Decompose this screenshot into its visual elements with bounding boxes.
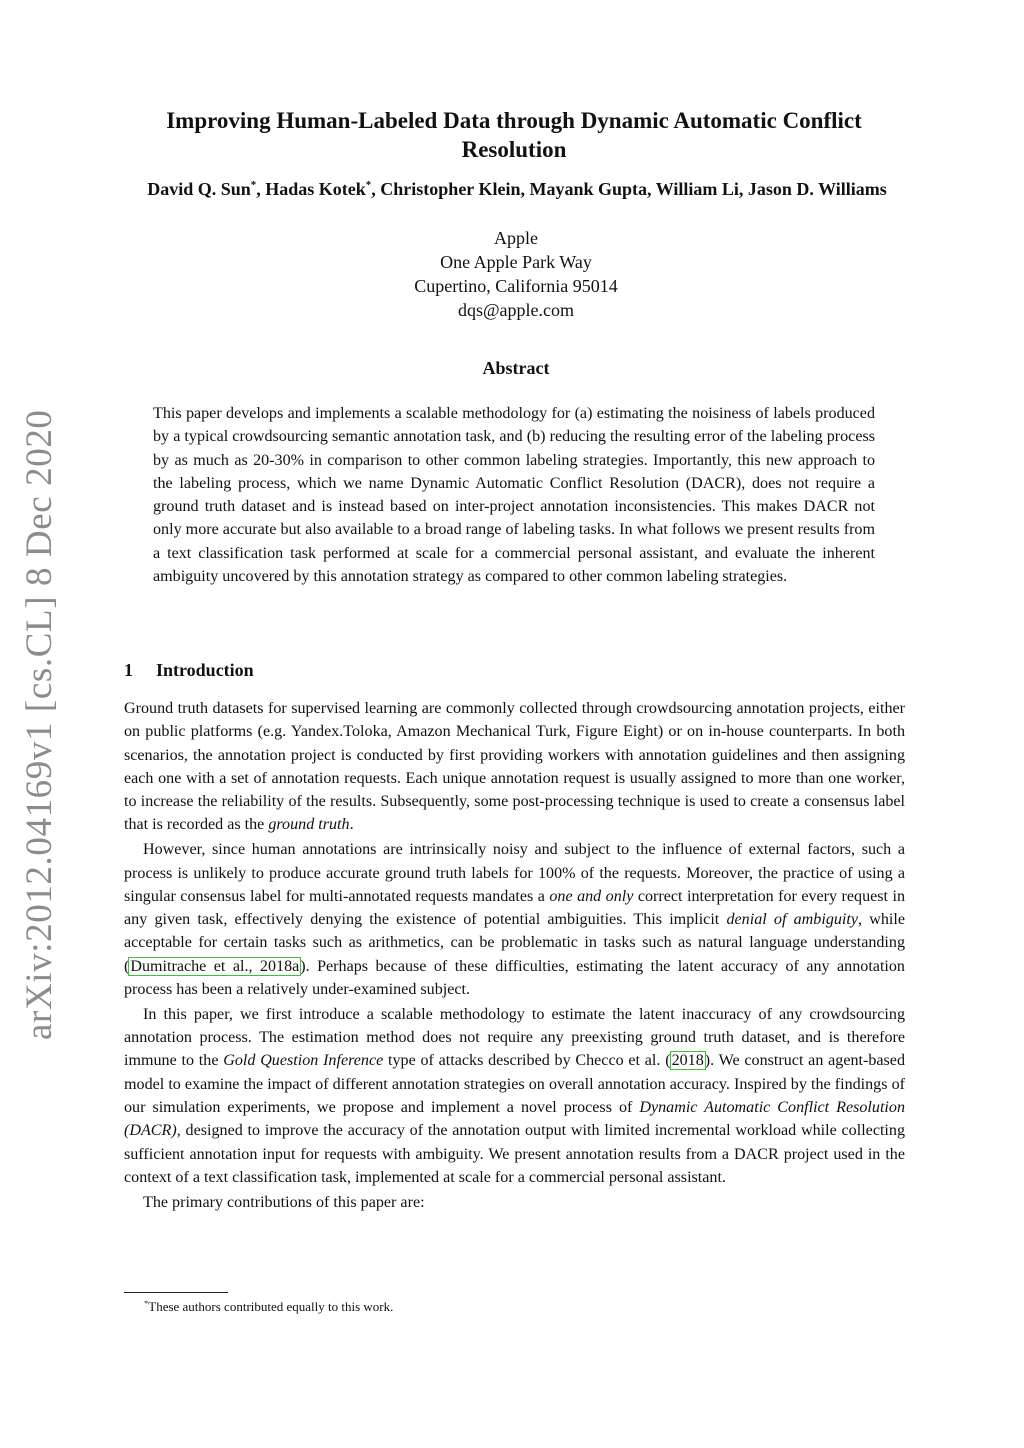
paragraph-text: , while acceptable for certain tasks such as arithmetics, can be problematic in tasks such as natural language understanding ( (124, 911, 905, 975)
paragraph-text: , designed to improve the accuracy of the annotation output with limited incremental workload while collecting sufficient annotation input for requests with ambiguity. We present annotation results from a DACR project used in the context of a text classification task, implemented at scale for a commercial personal assistant. (124, 1122, 905, 1186)
author-name: William Li (655, 179, 739, 199)
affiliation-block (316, 226, 716, 322)
contact-email: dqs@apple.com (457, 300, 575, 320)
author-name: David Q. Sun (147, 179, 251, 199)
author-name: Christopher Klein (380, 179, 521, 199)
affiliation-street: One Apple Park Way (440, 252, 592, 272)
emphasis-text: ground truth (268, 816, 350, 834)
author-name: Mayank Gupta (529, 179, 648, 199)
paragraph-text: ). Perhaps because of these difficulties, estimating the latent accuracy of any annotation process has been a relatively under-examined subject. (124, 957, 905, 999)
paragraph (124, 838, 905, 1001)
author-name: Jason D. Williams (747, 179, 887, 199)
section-heading (124, 657, 254, 683)
paragraph-text: . (349, 816, 354, 834)
paragraph: The primary contributions of this paper are: (143, 1193, 425, 1211)
paragraph-text: Ground truth datasets for supervised learning are commonly collected through crowdsourcing annotation projects, either on public platforms (e.g. Yandex.Toloka, Amazon Mechanical Turk, Figure Eight) or on in-house counterparts. In both scenarios, the annotation project is conducted by first providing workers with annotation guidelines and then assigning each one with a set of annotation requests. Each unique annotation request is usually assigned to more than one worker, to increase the reliability of the results. Subsequently, some post-processing technique is used to create a consensus label that is recorded as the (124, 700, 905, 834)
paragraph (124, 697, 905, 837)
abstract-text: This paper develops and implements a scalable methodology for (a) estimating the noisiness of labels produced by a typical crowdsourcing semantic annotation task, and (b) reducing the resulting error of the labeling process by as much as 20-30% in comparison to other common labeling strategies. Importantly, this new approach to the labeling process, which we name Dynamic Automatic Conflict Resolution (DACR), does not require a ground truth dataset and is instead based on inter-project annotation inconsistencies. This makes DACR not only more accurate but also available to a broad range of labeling tasks. In what follows we present results from a text classification task performed at scale for a commercial personal assistant, and evaluate the inherent ambiguity uncovered by this annotation strategy as compared to other common labeling strategies. (153, 405, 875, 586)
paragraph-text: In this paper, we first introduce a scalable methodology to estimate the latent inaccuracy of any crowdsourcing annotation process. The estimation method does not require any preexisting ground truth dataset, and is therefore immune to the (124, 1005, 905, 1070)
paper-title: Improving Human-Labeled Data through Dynamic Automatic Conflict Resolution (166, 108, 862, 162)
emphasis-text: Gold Question Inference (223, 1052, 384, 1070)
affiliation-city: Cupertino, California 95014 (414, 276, 618, 296)
section-title: Introduction (156, 660, 254, 680)
abstract-heading: Abstract (482, 358, 550, 378)
introduction-body (124, 697, 905, 1216)
author-name: Hadas Kotek (265, 179, 366, 199)
citation-link[interactable]: Dumitrache et al., 2018a (130, 957, 300, 975)
section-number: 1 (124, 660, 133, 680)
equal-contribution-mark: * (250, 179, 257, 191)
emphasis-text: one and only (549, 887, 634, 905)
citation-link[interactable]: 2018 (671, 1052, 704, 1070)
affiliation-org: Apple (494, 228, 538, 248)
emphasis-text: denial of ambiguity (726, 911, 858, 929)
paragraph (124, 1003, 905, 1189)
emphasis-text: Dynamic Automatic Conflict Resolution (DACR) (124, 1099, 905, 1140)
footnote-divider (124, 1292, 228, 1293)
paragraph-text: However, since human annotations are intrinsically noisy and subject to the influence of external factors, such a process is unlikely to produce accurate ground truth labels for 100% of the requests. Moreover, the practice of using a singular consensus label for multi-annotated requests mandates a (124, 841, 905, 905)
paragraph-text: ). We construct an agent-based model to examine the impact of different annotation strategies on overall annotation accuracy. Inspired by the findings of our simulation experiments, we propose and implement a novel process of (124, 1052, 905, 1117)
author-list: David Q. Sun*, Hadas Kotek*, Christopher Klein, Mayank Gupta, William Li, Jason D. Williams (147, 179, 887, 199)
arxiv-identifier: arXiv:2012.04169v1 [cs.CL] 8 Dec 2020 (19, 409, 60, 1040)
footnote-mark: * (144, 1298, 149, 1308)
footnote-text: These authors contributed equally to this work. (148, 1299, 394, 1314)
equal-contribution-mark: * (365, 179, 372, 191)
paragraph-text: type of attacks described by Checco et al. ( (383, 1052, 671, 1070)
paragraph-text: correct interpretation for every request in any given task, effectively denying the existence of potential ambiguities. This implicit (124, 887, 905, 929)
footnote (144, 1298, 393, 1316)
